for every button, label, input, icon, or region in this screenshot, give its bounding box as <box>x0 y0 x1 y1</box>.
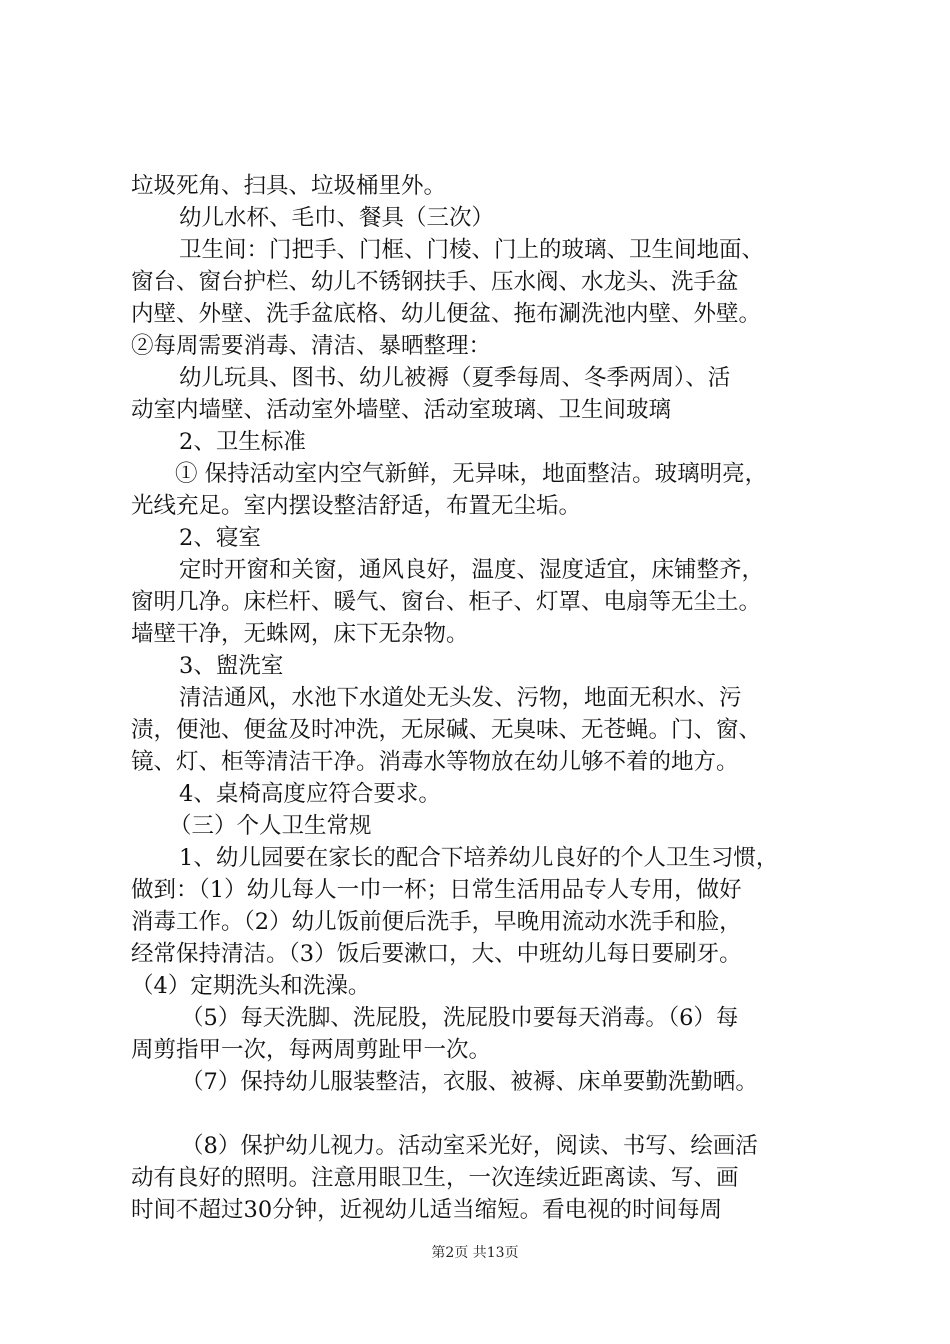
text-line: 经常保持清洁。（3）饭后要漱口，大、中班幼儿每日要刷牙。 <box>131 941 742 967</box>
text-line: 动室内墙壁、活动室外墙壁、活动室玻璃、卫生间玻璃 <box>131 397 672 423</box>
text-line: 窗台、窗台护栏、幼儿不锈钢扶手、压水阀、水龙头、洗手盆 <box>131 269 739 295</box>
text-line: 窗明几净。床栏杆、暖气、窗台、柜子、灯罩、电扇等无尘土。 <box>131 589 762 615</box>
text-line: （三）个人卫生常规 <box>169 813 372 839</box>
text-line: 渍，便池、便盆及时冲洗，无尿碱、无臭味、无苍蝇。门、窗、 <box>131 717 762 743</box>
text-line: （8）保护幼儿视力。活动室采光好，阅读、书写、绘画活 <box>181 1133 758 1159</box>
text-line: （7）保持幼儿服装整洁，衣服、被褥、床单要勤洗勤晒。 <box>181 1069 758 1095</box>
text-line: 2、寝室 <box>179 525 261 551</box>
text-line: 定时开窗和关窗，通风良好，温度、湿度适宜，床铺整齐， <box>179 557 765 583</box>
text-line: 墙壁干净，无蛛网，床下无杂物。 <box>131 621 469 647</box>
text-line: 3、盥洗室 <box>179 653 284 679</box>
text-line: 动有良好的照明。注意用眼卫生，一次连续近距离读、写、画 <box>131 1165 739 1191</box>
text-line: 4、桌椅高度应符合要求。 <box>179 781 441 807</box>
text-line: 光线充足。室内摆设整洁舒适，布置无尘垢。 <box>131 493 582 519</box>
blank-line <box>131 1098 851 1130</box>
text-line: 2、卫生标准 <box>179 429 306 455</box>
text-line: 镜、灯、柜等清洁干净。消毒水等物放在幼儿够不着的地方。 <box>131 749 739 775</box>
text-line: 1、幼儿园要在家长的配合下培养幼儿良好的个人卫生习惯， <box>179 845 779 871</box>
text-line: （5）每天洗脚、洗屁股，洗屁股巾要每天消毒。（6）每 <box>181 1005 739 1031</box>
text-line: 卫生间：门把手、门框、门棱、门上的玻璃、卫生间地面、 <box>179 237 765 263</box>
text-line: ②每周需要消毒、清洁、暴晒整理： <box>131 333 492 359</box>
document-body <box>131 170 851 1226</box>
text-line: ① 保持活动室内空气新鲜，无异味，地面整洁。玻璃明亮， <box>175 461 768 487</box>
text-line: 幼儿玩具、图书、幼儿被褥（夏季每周、冬季两周）、活 <box>179 365 731 391</box>
page-footer: 第2页 共13页 <box>431 1245 519 1261</box>
text-line: 内壁、外壁、洗手盆底格、幼儿便盆、拖布涮洗池内壁、外壁。 <box>131 301 762 327</box>
text-line: 周剪指甲一次，每两周剪趾甲一次。 <box>131 1037 492 1063</box>
text-line: 垃圾死角、扫具、垃圾桶里外。 <box>131 173 447 199</box>
text-line: （4）定期洗头和洗澡。 <box>131 973 371 999</box>
text-line: 做到：（1）幼儿每人一巾一杯；日常生活用品专人专用，做好 <box>131 877 742 903</box>
text-line: 时间不超过30分钟，近视幼儿适当缩短。看电视的时间每周 <box>131 1197 723 1223</box>
text-line: 消毒工作。（2）幼儿饭前便后洗手，早晚用流动水洗手和脸， <box>131 909 742 935</box>
text-line: 幼儿水杯、毛巾、餐具（三次） <box>179 205 495 231</box>
text-line: 清洁通风，水池下水道处无头发、污物，地面无积水、污 <box>179 685 742 711</box>
